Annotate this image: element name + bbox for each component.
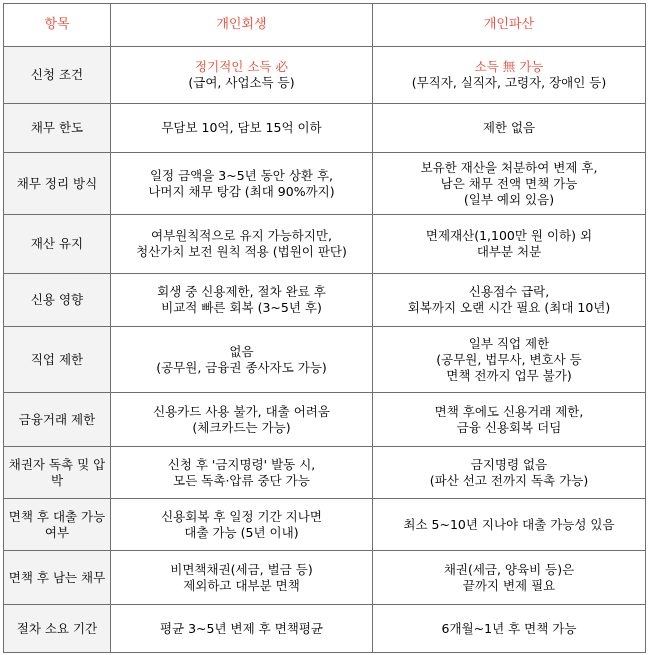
bankruptcy-cell — [373, 104, 646, 153]
row-item-label: 신용 영향 — [4, 274, 111, 327]
bankruptcy-line: 면책 전까지 업무 불가) — [446, 367, 572, 383]
table-row — [4, 499, 646, 551]
rehab-line: (체크카드는 가능) — [192, 419, 291, 435]
row-item-label: 채무 정리 방식 — [4, 153, 111, 215]
table-row — [4, 447, 646, 499]
row-item-label: 채권자 독촉 및 압박 — [4, 447, 111, 499]
rehab-cell — [111, 215, 373, 274]
bankruptcy-line: 일부 직업 제한 — [468, 335, 550, 351]
rehab-line: 신용카드 사용 불가, 대출 어려움 — [153, 403, 330, 419]
header-item: 항목 — [4, 4, 111, 47]
rehab-line: 대출 가능 (5년 이내) — [184, 524, 299, 540]
rehab-line: 청산가치 보전 원칙 적용 (법원이 판단) — [136, 244, 347, 259]
rehab-line: 모든 독촉·압류 중단 가능 — [173, 472, 310, 488]
bankruptcy-cell — [373, 393, 646, 447]
rehab-line: 나머지 채무 탕감 (최대 90%까지) — [148, 183, 335, 199]
row-item-label: 면책 후 남는 채무 — [4, 551, 111, 605]
comparison-table — [3, 3, 646, 653]
row-item-label: 면책 후 대출 가능 여부 — [4, 499, 111, 551]
rehab-cell — [111, 551, 373, 605]
rehab-line: 제외하고 대부분 면책 — [183, 577, 300, 593]
table-row — [4, 215, 646, 274]
bankruptcy-line: 채권(세금, 양육비 등)은 — [443, 561, 575, 577]
header-rehab: 개인회생 — [111, 4, 373, 47]
bankruptcy-line: 금지명령 없음 — [470, 456, 548, 472]
rehab-cell — [111, 104, 373, 153]
row-item-label: 직업 제한 — [4, 327, 111, 393]
table-row — [4, 153, 646, 215]
bankruptcy-cell — [373, 274, 646, 327]
rehab-cell — [111, 153, 373, 215]
rehab-line: (공무원, 금융권 종사자도 가능) — [156, 359, 327, 375]
row-item-label: 금융거래 제한 — [4, 393, 111, 447]
rehab-line: 신용회복 후 일정 기간 지나면 — [161, 508, 322, 524]
rehab-cell — [111, 605, 373, 653]
rehab-line: 여부원칙적으로 유지 가능하지만, — [151, 228, 332, 243]
bankruptcy-line: (무직자, 실직자, 고령자, 장애인 등) — [411, 75, 607, 90]
rehab-cell — [111, 274, 373, 327]
rehab-cell — [111, 447, 373, 499]
bankruptcy-line: 최소 5~10년 지나야 대출 가능성 있음 — [403, 516, 615, 532]
bankruptcy-line: 면책 후에도 신용거래 제한, — [434, 403, 584, 419]
row-item-label: 채무 한도 — [4, 104, 111, 153]
bankruptcy-cell — [373, 551, 646, 605]
table-row — [4, 47, 646, 104]
rehab-line: 없음 — [229, 343, 254, 359]
table-row — [4, 104, 646, 153]
bankruptcy-cell — [373, 499, 646, 551]
rehab-line: 평균 3~5년 변제 후 면책평균 — [159, 620, 324, 636]
bankruptcy-line: 대부분 처분 — [476, 244, 542, 259]
bankruptcy-line: 회복까지 오랜 시간 필요 (최대 10년) — [407, 300, 611, 315]
bankruptcy-cell — [373, 215, 646, 274]
header-bankruptcy: 개인파산 — [373, 4, 646, 47]
bankruptcy-line: (공무원, 법무사, 변호사 등 — [436, 351, 582, 367]
rehab-highlight: 정기적인 소득 必 — [195, 59, 288, 74]
rehab-line: 비교적 빠른 회복 (3~5년 후) — [161, 300, 322, 315]
bankruptcy-cell — [373, 327, 646, 393]
rehab-line: 무담보 10억, 담보 15억 이하 — [161, 120, 322, 135]
row-item-label: 신청 조건 — [4, 47, 111, 104]
bankruptcy-line: 보유한 재산을 처분하여 변제 후, — [420, 159, 598, 175]
row-item-label: 절차 소요 기간 — [4, 605, 111, 653]
bankruptcy-line: (파산 선고 전까지 독촉 가능) — [429, 472, 589, 488]
rehab-cell — [111, 47, 373, 104]
table-row — [4, 551, 646, 605]
bankruptcy-cell — [373, 605, 646, 653]
bankruptcy-cell — [373, 153, 646, 215]
rehab-cell — [111, 393, 373, 447]
rehab-line: 회생 중 신용제한, 절차 완료 후 — [157, 284, 326, 299]
table-row — [4, 274, 646, 327]
bankruptcy-line: 끝까지 변제 필요 — [462, 577, 556, 593]
bankruptcy-line: 6개월~1년 후 면책 가능 — [441, 620, 577, 636]
rehab-line: 신청 후 '금지명령' 발동 시, — [167, 456, 316, 472]
header-row — [4, 4, 646, 47]
rehab-cell — [111, 499, 373, 551]
bankruptcy-line: (일부 예외 있음) — [463, 191, 555, 207]
table-row — [4, 605, 646, 653]
bankruptcy-cell — [373, 447, 646, 499]
row-item-label: 재산 유지 — [4, 215, 111, 274]
bankruptcy-highlight: 소득 無 가능 — [474, 59, 544, 74]
rehab-line: 비면책채권(세금, 벌금 등) — [170, 561, 313, 577]
rehab-line: (급여, 사업소득 등) — [188, 75, 295, 90]
bankruptcy-cell — [373, 47, 646, 104]
bankruptcy-line: 신용점수 급락, — [468, 284, 550, 299]
bankruptcy-line: 금융 신용회복 더딤 — [456, 419, 562, 435]
rehab-line: 일정 금액을 3~5년 동안 상환 후, — [149, 167, 334, 183]
rehab-cell — [111, 327, 373, 393]
bankruptcy-line: 제한 없음 — [482, 120, 536, 135]
table-row — [4, 393, 646, 447]
table-row — [4, 327, 646, 393]
bankruptcy-line: 면제재산(1,100만 원 이하) 외 — [425, 228, 593, 243]
bankruptcy-line: 남은 채무 전액 면책 가능 — [440, 175, 578, 191]
